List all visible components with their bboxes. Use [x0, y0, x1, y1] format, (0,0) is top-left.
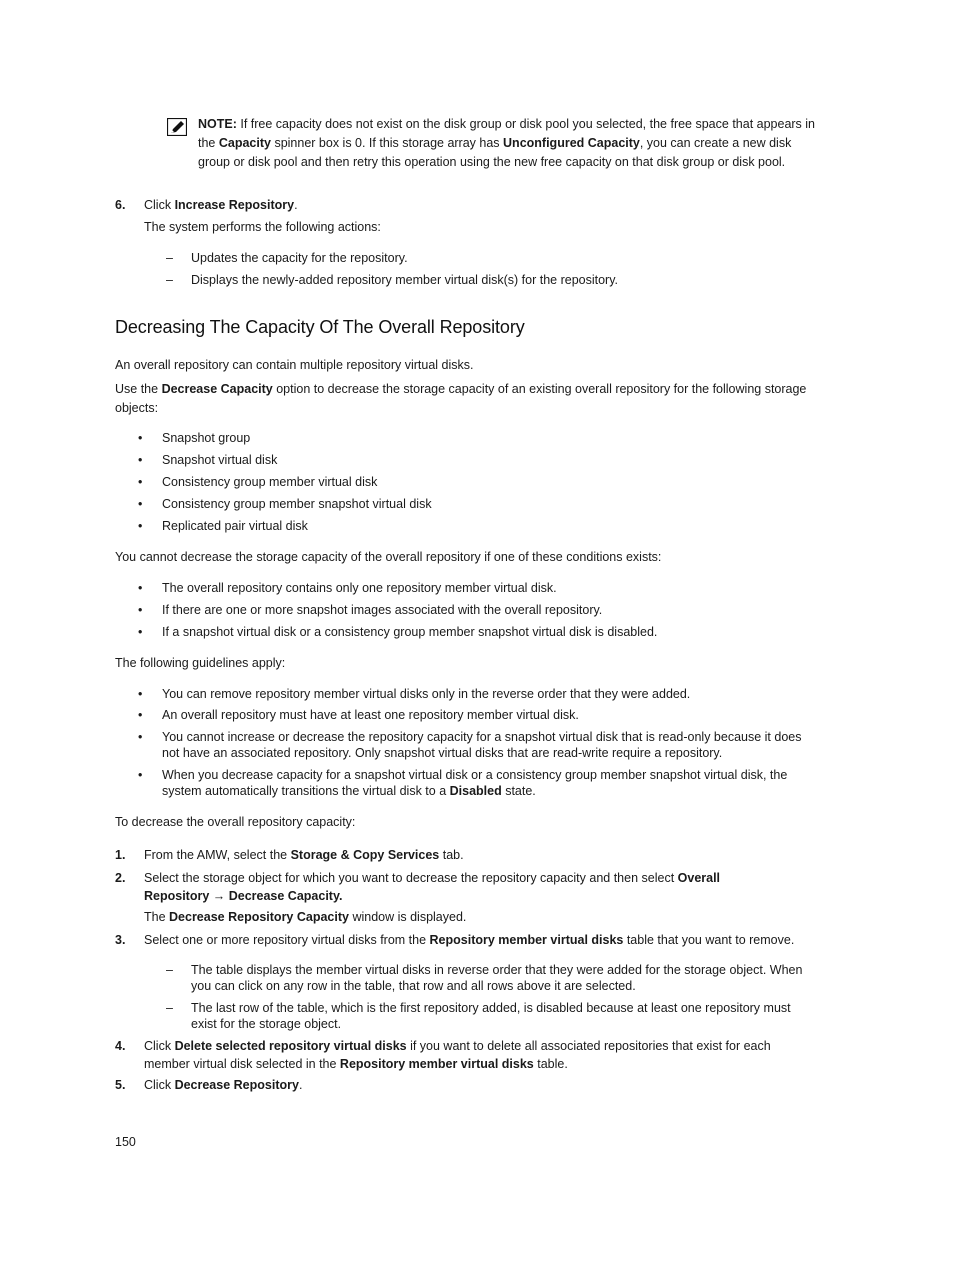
step-1: 1. From the AMW, select the Storage & Copy Services tab.: [115, 848, 464, 862]
list-item: • Snapshot virtual disk: [138, 453, 278, 467]
pencil-note-icon: [167, 118, 187, 136]
procedure-intro: To decrease the overall repository capacity:: [115, 815, 356, 829]
list-item: – Displays the newly-added repository member virtual disk(s) for the repository.: [166, 273, 619, 287]
list-item: – Updates the capacity for the repository.: [166, 251, 408, 265]
note-block: [167, 115, 817, 173]
intro-paragraph: An overall repository can contain multiple repository virtual disks.: [115, 358, 474, 372]
list-item: • Snapshot group: [138, 431, 251, 445]
step-6-result: The system performs the following actions:: [144, 220, 381, 234]
step-2: 2. Select the storage object for which you want to decrease the repository capacity and then select Overall Repository → Decrease Capacity.: [115, 871, 721, 903]
list-item: • Consistency group member snapshot virtual disk: [138, 497, 432, 511]
list-item: • If there are one or more snapshot images associated with the overall repository.: [138, 603, 603, 617]
section-heading: Decreasing The Capacity Of The Overall Repository: [115, 317, 525, 337]
list-item: • Consistency group member virtual disk: [138, 475, 378, 489]
step-4: 4. Click Delete selected repository virtual disks if you want to delete all associated repositories that exist for each member virtual disk selected in the Repository member virtual disks table.: [115, 1039, 771, 1071]
guidelines-intro: The following guidelines apply:: [115, 656, 286, 670]
step-6: 6. Click Increase Repository.: [115, 198, 298, 212]
page-number: 150: [115, 1135, 136, 1149]
note-text: NOTE: If free capacity does not exist on the disk group or disk pool you selected, the free space that appears in the Capacity spinner box is 0. If this storage array has Unconfigured Capacity, you can create a new disk group or disk pool and then retry this operation using the new free capacity on that disk group or disk pool.: [198, 117, 816, 170]
list-item: • Replicated pair virtual disk: [138, 519, 308, 533]
list-item: • If a snapshot virtual disk or a consistency group member snapshot virtual disk is disabled.: [138, 625, 658, 639]
list-item: • The overall repository contains only one repository member virtual disk.: [138, 581, 557, 595]
conditions-intro: You cannot decrease the storage capacity of the overall repository if one of these conditions exists:: [115, 550, 662, 564]
step-2-result: The Decrease Repository Capacity window is displayed.: [144, 910, 467, 924]
list-item: • You cannot increase or decrease the repository capacity for a snapshot virtual disk that is read-only because it does not have an associated repository. Only snapshot virtual disks that are read-write require a repository.: [138, 730, 802, 760]
note-label: NOTE:: [198, 117, 237, 131]
list-item: • An overall repository must have at least one repository member virtual disk.: [138, 708, 579, 722]
list-item: – The last row of the table, which is the first repository added, is disabled because at least one repository must exist for the storage object.: [166, 1001, 791, 1031]
step-3: 3. Select one or more repository virtual disks from the Repository member virtual disks table that you want to remove.: [115, 933, 795, 947]
step-5: 5. Click Decrease Repository.: [115, 1078, 303, 1092]
list-item: • You can remove repository member virtual disks only in the reverse order that they were added.: [138, 687, 691, 701]
list-item: – The table displays the member virtual disks in reverse order that they were added for the storage object. When you can click on any row in the table, that row and all rows above it are selected.: [166, 963, 803, 993]
list-item: • When you decrease capacity for a snapshot virtual disk or a consistency group member snapshot virtual disk, the system automatically transitions the virtual disk to a Disabled state.: [138, 768, 788, 798]
intro-paragraph: Use the Decrease Capacity option to decrease the storage capacity of an existing overall repository for the following storage objects:: [115, 382, 807, 415]
